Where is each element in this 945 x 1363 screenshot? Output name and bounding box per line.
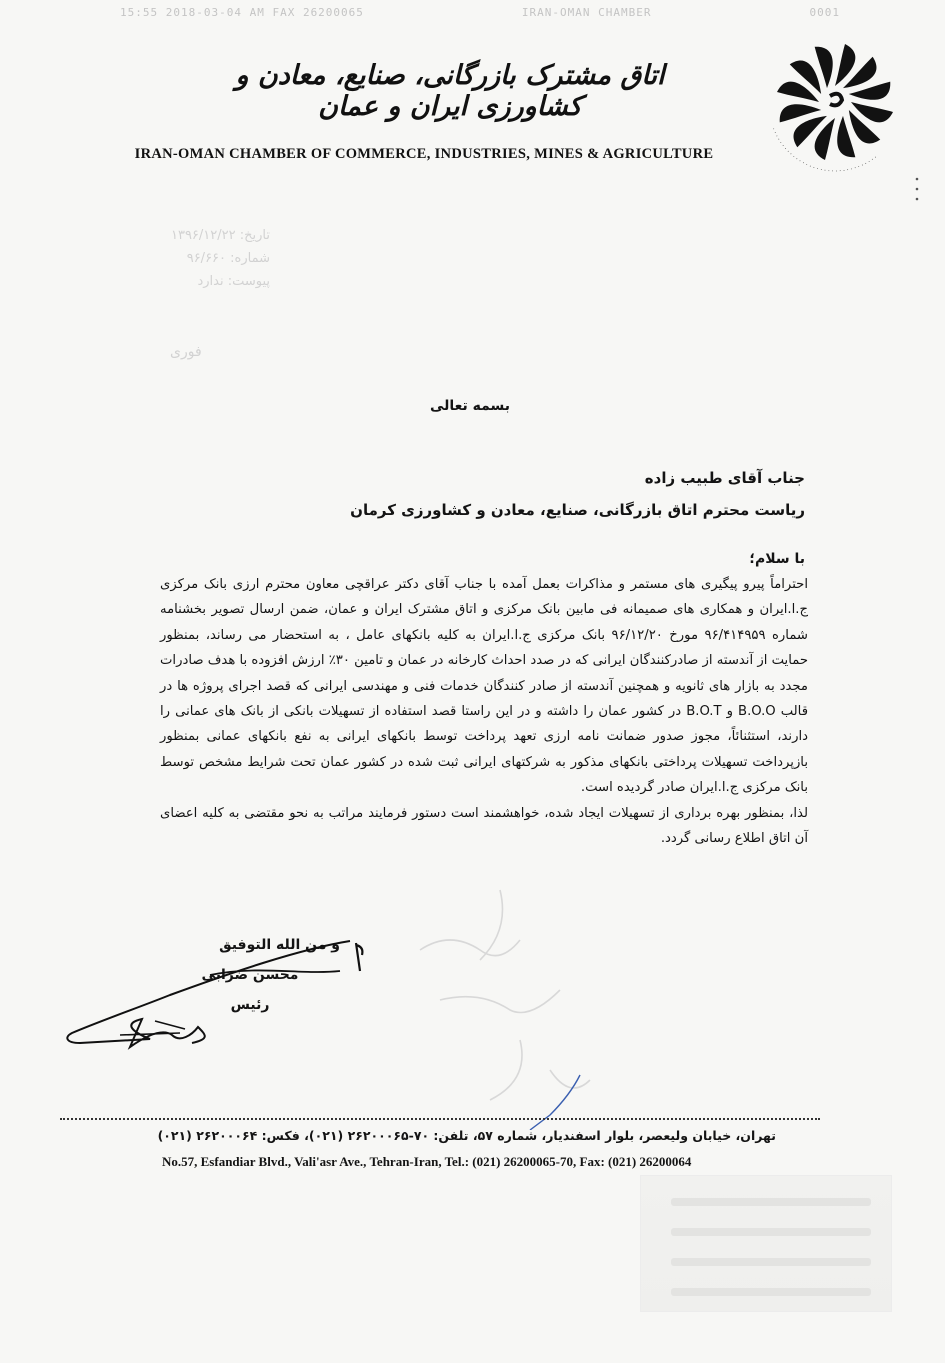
letter-meta [140,224,270,293]
letter-date: تاریخ: ۱۳۹۶/۱۲/۲۲ [170,228,270,243]
recipient-title: ریاست محترم اتاق بازرگانی، صنایع، معادن و کشاورزی کرمان [350,501,805,519]
footer-address-persian: تهران، خیابان ولیعصر، بلوار اسفندیار، شماره ۵۷، تلفن: ۷۰-۲۶۲۰۰۰۶۵ (۰۲۱)، فکس: ۲۶۲۰۰۰۶۴ (۰۲۱) [157,1128,776,1143]
fax-header [120,6,840,19]
signer-title: رئیس [230,997,270,1013]
handwritten-signature-icon [60,935,380,1065]
footer-divider [60,1118,820,1120]
faint-stamp [640,1175,892,1312]
letter-number: شماره: ۹۶/۶۶۰ [186,251,270,266]
recipient-name: جناب آقای طبیب زاده [644,469,805,487]
fax-header-middle: IRAN-OMAN CHAMBER [521,6,652,19]
svg-text:. . . . . . . . . . . . . . .: . . . . . . . . . . . . . . . . . . . . . . . . . . . . . . . . . [771,126,878,174]
letter-classification: فوری [170,344,202,360]
body-paragraph-2: لذا، بمنظور بهره برداری از تسهیلات ایجاد شده، خواهشمند است دستور فرمایند مراتب به نحو مقتضی به کلیه اعضای آن اتاق اطلاع رسانی گردد. [160,805,808,847]
signer-name: محسن ضرابی [201,967,299,983]
footer-address-english: No.57, Esfandiar Blvd., Vali'asr Ave., Tehran-Iran, Tel.: (021) 26200065-70, Fax: (021) 26200064 [162,1154,692,1169]
faint-handwriting-icon [400,870,620,1130]
chamber-title-persian: اتاق مشترک بازرگانی، صنایع، معادن و کشاورزی ایران و عمان [235,60,665,122]
fax-header-left: 15:55 2018-03-04 AM FAX 26200065 [120,6,364,19]
recipient-block [245,462,805,526]
letter-attachment: پیوست: ندارد [197,274,270,289]
closing-phrase: و من الله التوفیق [219,937,340,953]
body-paragraph-1: احتراماً پیرو پیگیری های مستمر و مذاکرات بعمل آمده با جناب آقای دکتر عراقچی معاون محترم ارزی بانک مرکزی ج.ا.ایران و همکاری های صمیمانه فی مابین بانک مرکزی و اتاق مشترک ایران و عمان، ضمن ارسال تصویر بخشنامه شماره ۹۶/۴۱۴۹۵۹ مورخ ۹۶/۱۲/۲۰ بانک مرکزی ج.ا.ایران به کلیه بانکهای عامل ، به استحضار می رساند، بمنظور حمایت از آندسته از صادرکنندگان ایرانی که در صدد احداث کارخانه در عمان و تامین ۳۰٪ ارزش افزوده با هدف صادرات مجدد به بازار های ثانویه و همچنین آندسته از صادر کنندگان خدمات فنی و مهندسی ایرانی که قصد اجرای پروژه ها در قالب B.O.O و B.O.T در کشور عمان را داشته و در این راستا قصد استفاده از تسهیلات بانکی از بانک های عمانی را دارند، استثنائاً، مجوز صدور ضمانت نامه ارزی تعهد پرداخت توسط بانکهای ایرانی به نفع بانکهای عمانی بمنظور بازپرداخت تسهیلات پرداختی بانکهای مذکور به شرکتهای ایرانی ثبت شده در کشور عمان تحت شرایط مشخص توسط بانک مرکزی ج.ا.ایران صادر گردیده است. [160,577,809,796]
basmala: بسمه تعالی [429,398,511,414]
greeting: با سلام؛ [749,551,805,567]
stamp-lines [641,1198,891,1296]
fax-header-right: 0001 [809,6,840,19]
chamber-logo-icon [760,30,910,180]
chamber-title-english: IRAN-OMAN CHAMBER OF COMMERCE, INDUSTRIES, MINES & AGRICULTURE [134,146,714,162]
letter-body [160,572,808,851]
margin-dots-icon [912,175,922,205]
